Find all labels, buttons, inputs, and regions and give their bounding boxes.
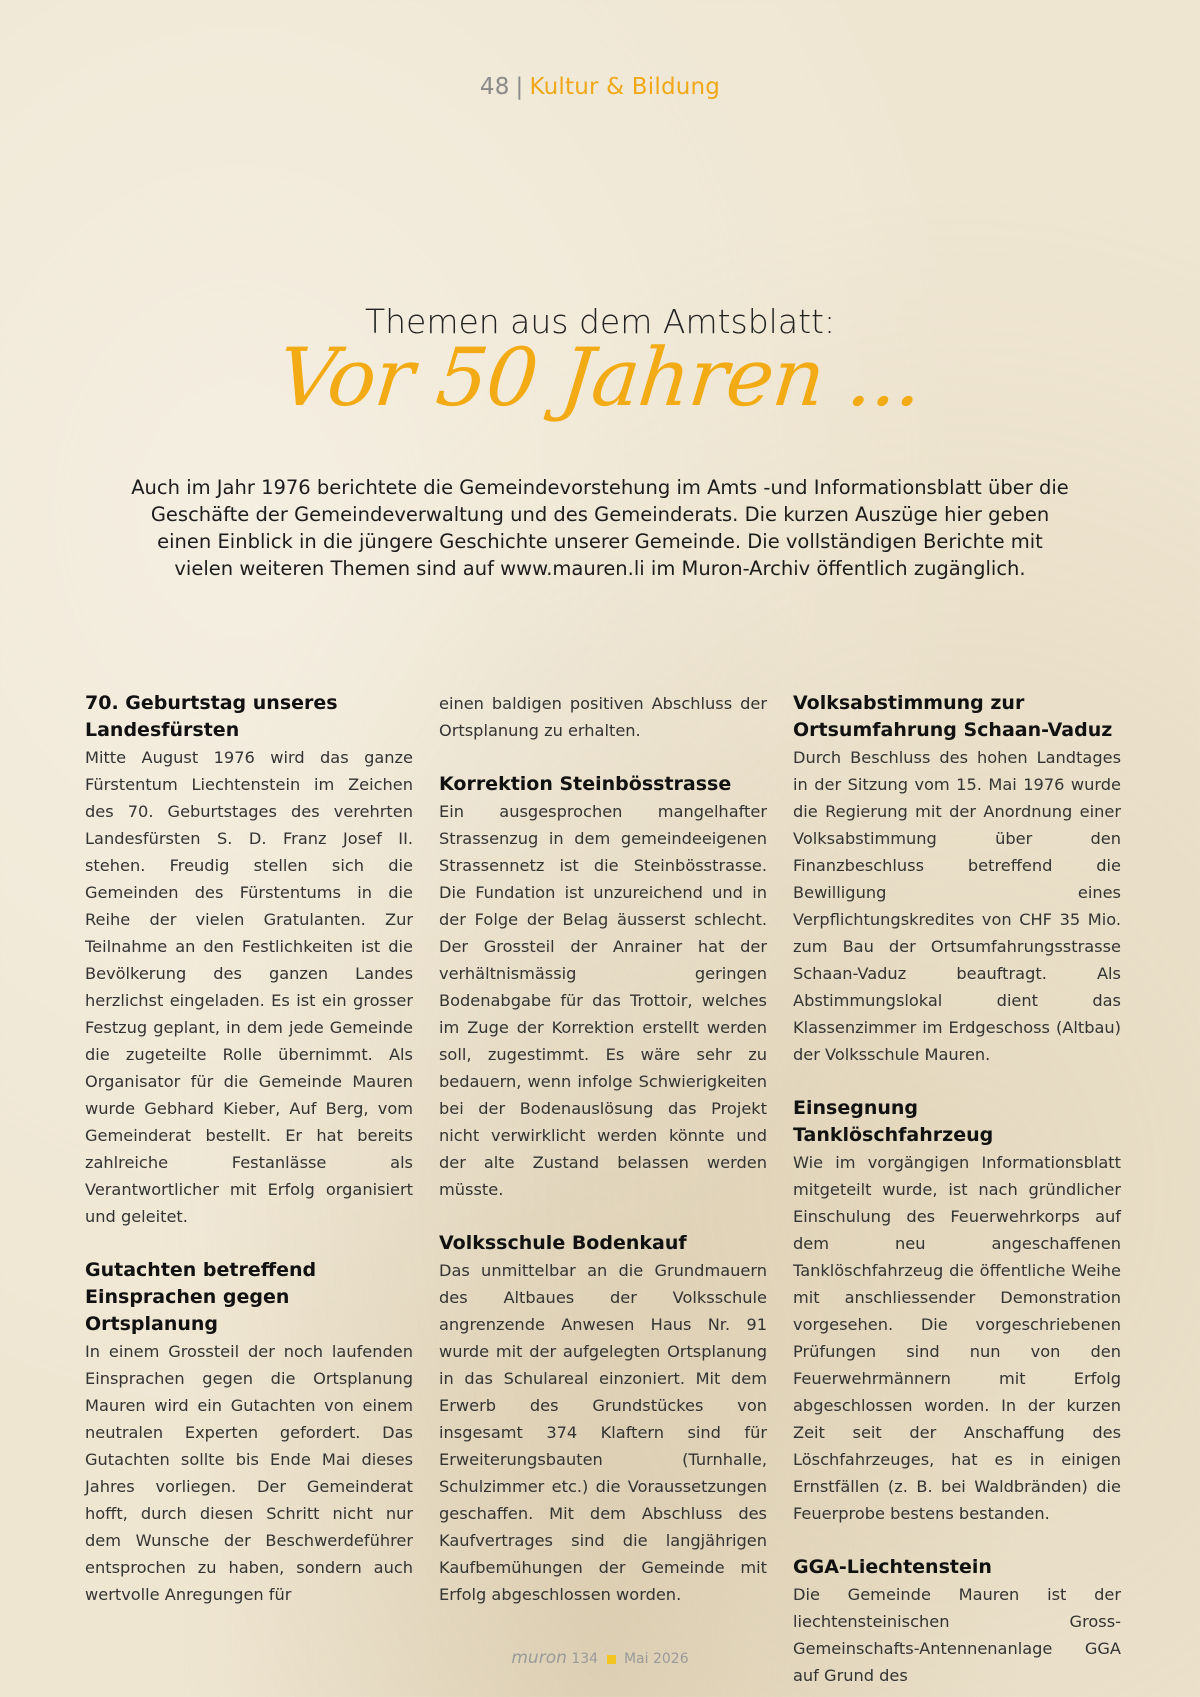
title-kicker: Themen aus dem Amtsblatt: bbox=[364, 302, 836, 341]
article-heading: Gutachten betreffend Einsprachen gegen Ortsplanung bbox=[85, 1259, 317, 1335]
page-number: 48 bbox=[479, 74, 510, 100]
article-body: Das unmittelbar an die Grundmauern des Altbaues der Volksschule angrenzende Anwesen Haus Nr. 91 wurde mit der aufgelegten Ortsplanung in das Schulareal einzoniert. Mit dem Erwerb des Grundstückes von insgesamt 374 Klaftern sind für Erweiterungsbauten (Turnhalle, Schulzimmer etc.) die Voraussetzungen geschaffen. Mit dem Abschluss des Kaufvertrages sind die langjährigen Kaufbemühungen der Gemeinde mit Erfolg abgeschlossen worden. bbox=[439, 1261, 767, 1604]
article-heading: Einsegnung Tanklöschfahrzeug bbox=[793, 1097, 994, 1146]
page-title: Vor 50 Jahren ... bbox=[273, 331, 927, 424]
header-separator: | bbox=[515, 74, 524, 100]
section-title: Kultur & Bildung bbox=[529, 74, 721, 100]
article-continuation: einen baldigen positiven Abschluss der Ortsplanung zu erhalten. bbox=[439, 694, 767, 740]
article-heading: GGA-Liechtenstein bbox=[793, 1556, 992, 1578]
article-heading: 70. Geburtstag unseres Landesfürsten bbox=[85, 692, 338, 741]
article-body: Mitte August 1976 wird das ganze Fürstentum Liechtenstein im Zeichen des 70. Geburtstages des verehrten Landesfürsten S. D. Franz Josef II. stehen. Freudig stellen sich die Gemeinden des Fürstentums in die Reihe der vielen Gratulanten. Zur Teilnahme an den Festlichkeiten ist die Bevölkerung des ganzen Landes herzlichst eingeladen. Es ist ein grosser Festzug geplant, in dem jede Gemeinde die zugeteilte Rolle übernimmt. Als Organisator für die Gemeinde Mauren wurde Gebhard Kieber, Auf Berg, vom Gemeinderat bestellt. Er hat bereits zahlreiche Festanlässe als Verantwortlicher mit Erfolg organisiert und geleitet. bbox=[85, 748, 413, 1226]
column-3 bbox=[793, 690, 1121, 1689]
column-1 bbox=[85, 690, 413, 1608]
magazine-brand: muron bbox=[511, 1648, 567, 1668]
article-body: Die Gemeinde Mauren ist der liechtensteinischen Gross-Gemeinschafts-Antennenanlage GGA auf Grund des bbox=[793, 1585, 1121, 1685]
article-heading: Volksschule Bodenkauf bbox=[439, 1232, 687, 1254]
footer-square-icon bbox=[607, 1655, 616, 1664]
article-body: Durch Beschluss des hohen Landtages in der Sitzung vom 15. Mai 1976 wurde die Regierung mit der Anordnung einer Volksabstimmung über den Finanzbeschluss betreffend die Bewilligung eines Verpflichtungskredites von CHF 35 Mio. zum Bau der Ortsumfahrungsstrasse Schaan-Vaduz beauftragt. Als Abstimmungslokal dient das Klassenzimmer im Erdgeschoss (Altbau) der Volksschule Mauren. bbox=[793, 748, 1121, 1064]
issue-number: 134 bbox=[571, 1651, 599, 1667]
page-footer bbox=[0, 1648, 1200, 1668]
intro-paragraph: Auch im Jahr 1976 berichtete die Gemeindevorstehung im Amts -und Informationsblatt über die Geschäfte der Gemeindeverwaltung und des Gemeinderats. Die kurzen Auszüge hier geben einen Einblick in die jüngere Geschichte unserer Gemeinde. Die vollständigen Berichte mit vielen weiteren Themen sind auf www.mauren.li im Muron-Archiv öffentlich zugänglich. bbox=[131, 476, 1069, 580]
article-heading: Korrektion Steinbösstrasse bbox=[439, 773, 732, 795]
column-2 bbox=[439, 690, 767, 1608]
article-body: Wie im vorgängigen Informationsblatt mitgeteilt wurde, ist nach gründlicher Einschulung des Feuerwehrkorps auf dem neu angeschaffenen Tanklöschfahrzeug die öffentliche Weihe mit anschliessender Demonstration vorgesehen. Die vorgeschriebenen Prüfungen sind nun von den Feuerwehrmännern mit Erfolg abgeschlossen worden. In der kurzen Zeit seit der Anschaffung des Löschfahrzeuges, hat es in einigen Ernstfällen (z. B. bei Waldbränden) die Feuerprobe bestens bestanden. bbox=[793, 1153, 1121, 1523]
article-body: In einem Grossteil der noch laufenden Einsprachen gegen die Ortsplanung Mauren wird ein Gutachten von einem neutralen Experten gefordert. Das Gutachten sollte bis Ende Mai dieses Jahres vorliegen. Der Gemeinderat hofft, durch diesen Schritt nicht nur dem Wunsche der Beschwerdeführer entsprochen zu haben, sondern auch wertvolle Anregungen für bbox=[85, 1342, 413, 1604]
page-header bbox=[0, 74, 1200, 100]
issue-date: Mai 2026 bbox=[623, 1651, 689, 1667]
article-body: Ein ausgesprochen mangelhafter Strassenzug in dem gemeindeeigenen Strassennetz ist die Steinbösstrasse. Die Fundation ist unzureichend und in der Folge der Belag äusserst schlecht. Der Grossteil der Anrainer hat der verhältnismässig geringen Bodenabgabe für das Trottoir, welches im Zuge der Korrektion erstellt werden soll, zugestimmt. Es wäre sehr zu bedauern, wenn infolge Schwierigkeiten bei der Bodenauslösung das Projekt nicht verwirklicht werden könnte und der alte Zustand belassen werden müsste. bbox=[439, 802, 767, 1199]
article-heading: Volksabstimmung zur Ortsumfahrung Schaan-Vaduz bbox=[793, 692, 1113, 741]
